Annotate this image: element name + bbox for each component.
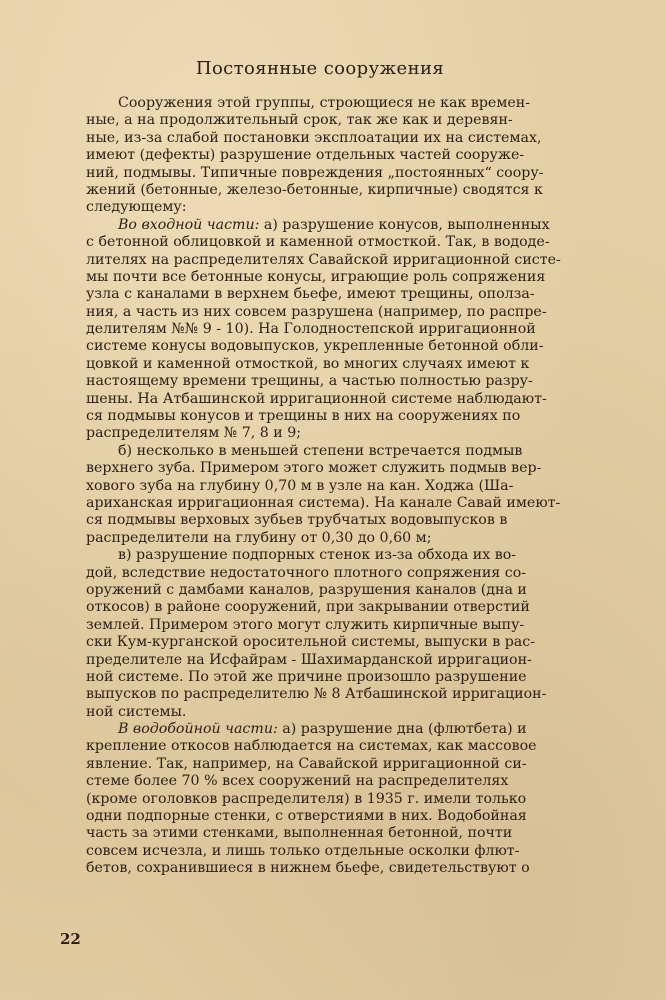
text-line: ные, а на продолжительный срок, так же как и деревян- <box>86 112 513 129</box>
italic-subheading: Во входной части: <box>118 216 260 233</box>
text-line: откосов) в районе сооружений, при закрывании отверстий <box>86 599 530 616</box>
text-line: совсем исчезла, и лишь только отдельные осколки флют- <box>86 842 520 859</box>
text-line: Сооружения этой группы, строющиеся не как времен- <box>118 95 531 111</box>
body-text <box>86 95 583 878</box>
text-line: мы почти все бетонные конусы, играющие роль сопряжения <box>86 268 546 285</box>
text-line: дой, вследствие недостаточного плотного сопряжения со- <box>86 564 527 581</box>
text-line: лителях на распределителях Савайской ирригационной систе- <box>86 251 561 268</box>
text-line: бетов, сохранившиеся в нижнем бьефе, свидетельствуют о <box>86 860 530 877</box>
text-line: крепление откосов наблюдается на системах, как массовое <box>86 738 537 755</box>
text-line: ариханская ирригационная система). На канале Савай имеют- <box>86 494 561 511</box>
text-line: ний, подмывы. Типичные повреждения „постоянных“ соору- <box>86 164 544 181</box>
text-line: жений (бетонные, железо-бетонные, кирпичные) сводятся к <box>86 181 543 198</box>
text-line: ния, а часть из них совсем разрушена (например, по распре- <box>86 303 547 320</box>
page-number: 22 <box>60 930 81 948</box>
text-line: часть за этими стенками, выполненная бетонной, почти <box>86 825 513 842</box>
text-line: распределители на глубину от 0,30 до 0,60 м; <box>86 529 432 546</box>
text-line: стеме более 70 % всех сооружений на распределителях <box>86 773 509 790</box>
text-line: В водобойной части: а) разрушение дна (флютбета) и <box>118 721 527 738</box>
text-line: пределителе на Исфайрам - Шахимардaнской ирригацион- <box>86 651 532 668</box>
text-line: ные, из-за слабой постановки эксплоатации их на системах, <box>86 129 542 146</box>
text-line: верхнего зуба. Примером этого может служить подмыв вер- <box>86 460 542 477</box>
text-line: одни подпорные стенки, с отверстиями в них. Водобойная <box>86 808 527 825</box>
text-line: ной системе. По этой же причине произошло разрушение <box>86 668 527 685</box>
text-line: в) разрушение подпорных стенок из-за обхода их во- <box>118 547 517 564</box>
italic-subheading: В водобойной части: <box>118 721 278 738</box>
text-line: ски Кум-курганской оросительной системы, выпуски в рас- <box>86 634 535 651</box>
text-line: распределителям № 7, 8 и 9; <box>86 425 302 442</box>
text-line: имеют (дефекты) разрушение отдельных частей сооруже- <box>86 147 525 164</box>
text-line: выпусков по распределителю № 8 Атбашинской ирригацион- <box>86 686 547 703</box>
text-line: (кроме оголовков распределителя) в 1935 г. имели только <box>86 790 527 807</box>
text-line: узла с каналами в верхнем бьефе, имеют трещины, оползa- <box>86 286 535 303</box>
text-line: Во входной части: а) разрушение конусов, выполненных <box>118 216 550 233</box>
text-line: настоящему времени трещины, а частью полностью разру- <box>86 373 533 390</box>
text-line: делителям №№ 9 - 10). На Голодностепской ирригационной <box>86 321 536 338</box>
text-line: ся подмывы верховых зубьев трубчатых водовыпусков в <box>86 512 508 529</box>
text-line: б) несколько в меньшей степени встречается подмыв <box>118 442 523 459</box>
text-line: оружений с дамбами каналов, разрушения каналов (дна и <box>86 581 527 598</box>
text-line: цовкой и каменной отмосткой, во многих случаях имеют к <box>86 355 530 372</box>
text-line: землей. Примером этого могут служить кирпичные выпу- <box>86 616 525 633</box>
text-line: хового зуба на глубину 0,70 м в узле на кан. Ходжа (Ша- <box>86 477 514 494</box>
text-line: явление. Так, например, на Савайской ирригационной си- <box>86 755 527 772</box>
text-line: с бетонной облицовкой и каменной отмосткой. Так, в вододе- <box>86 234 550 251</box>
text-line: шены. На Атбашинской ирригационной системе наблюдают- <box>86 390 547 407</box>
text-line: ся подмывы конусов и трещины в них на сооружениях по <box>86 408 521 425</box>
text-line: системе конусы водовыпусков, укрепленные бетонной обли- <box>86 338 544 355</box>
text-line: ной системы. <box>86 703 187 720</box>
text-line: следующему: <box>86 199 187 216</box>
section-heading: Постоянные сооружения <box>195 58 445 79</box>
